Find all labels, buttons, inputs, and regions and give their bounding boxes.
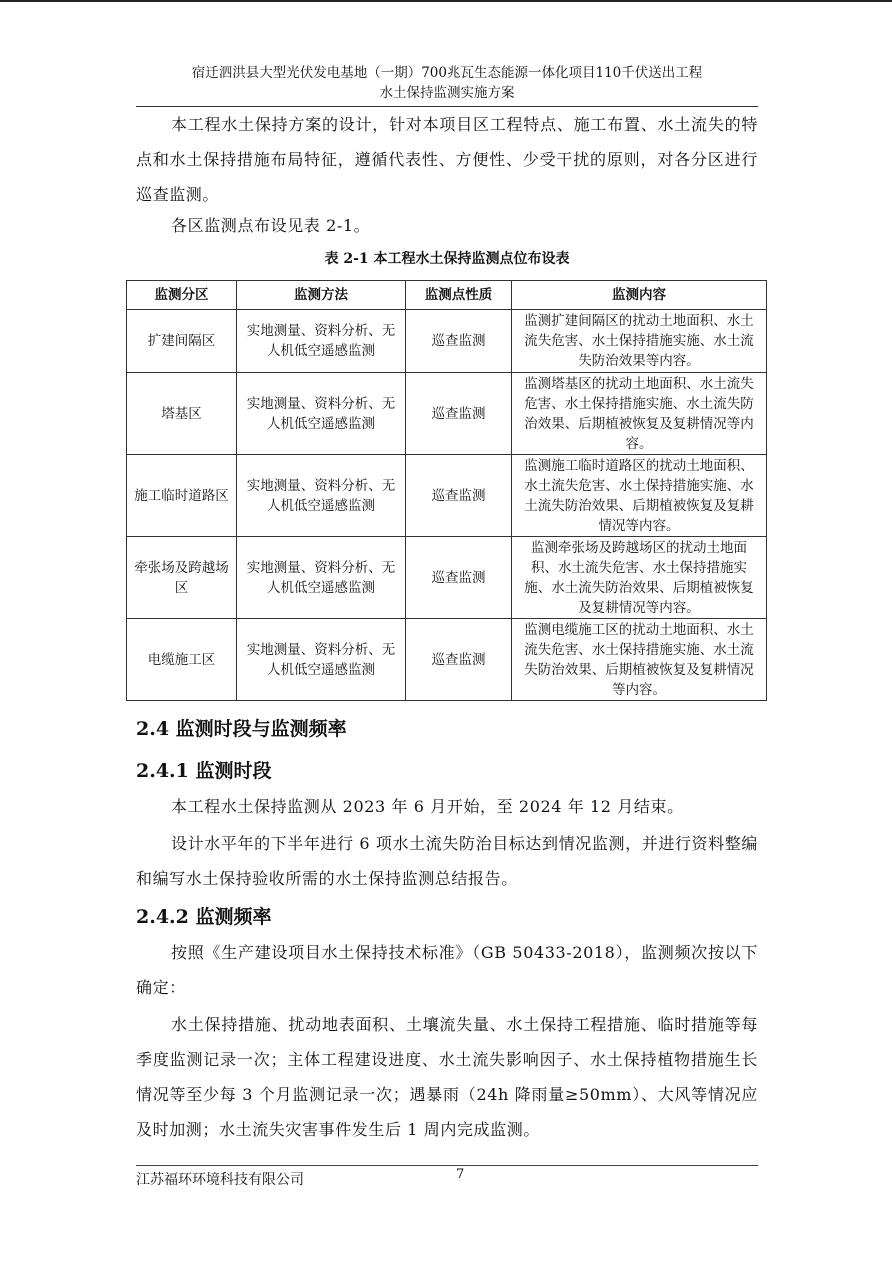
column-header-method: 监测方法 [237,281,406,310]
cell-method: 实地测量、资料分析、无人机低空遥感监测 [237,310,406,373]
cell-content: 监测牵张场及跨越场区的扰动土地面积、水土流失危害、水土保持措施实施、水土流失防治效果、后期植被恢复及复耕情况等内容。 [512,537,767,619]
cell-nature: 巡查监测 [406,310,512,373]
cell-zone: 牵张场及跨越场区 [127,537,237,619]
table-row [127,619,767,701]
cell-content: 监测塔基区的扰动土地面积、水土流失危害、水土保持措施实施、水土流失防治效果、后期植被恢复及复耕情况等内容。 [512,373,767,455]
cell-nature: 巡查监测 [406,537,512,619]
cell-nature: 巡查监测 [406,619,512,701]
page-top-border [0,0,892,2]
header-document-title: 水土保持监测实施方案 [379,85,515,101]
cell-content: 监测施工临时道路区的扰动土地面积、水土流失危害、水土保持措施实施、水土流失防治效果、后期植被恢复及复耕情况等内容。 [512,455,767,537]
page-number: 7 [456,1167,465,1182]
cell-zone: 塔基区 [127,373,237,455]
section-heading-2-4: 2.4 监测时段与监测频率 [136,718,347,740]
intro-paragraph: 本工程水土保持方案的设计，针对本项目区工程特点、施工布置、水土流失的特点和水土保持措施布局特征，遵循代表性、方便性、少受干扰的原则，对各分区进行巡查监测。 [136,115,758,204]
column-header-zone: 监测分区 [127,281,237,310]
cell-content: 监测电缆施工区的扰动土地面积、水土流失危害、水土保持措施实施、水土流失防治效果、后期植被恢复及复耕情况等内容。 [512,619,767,701]
table-row [127,310,767,373]
column-header-content: 监测内容 [512,281,767,310]
cell-zone: 扩建间隔区 [127,310,237,373]
cell-method: 实地测量、资料分析、无人机低空遥感监测 [237,373,406,455]
table-caption: 表 2-1 本工程水土保持监测点位布设表 [324,251,570,267]
section-heading-2-4-1: 2.4.1 监测时段 [136,760,272,782]
monitoring-points-table [126,280,767,701]
section-heading-2-4-2: 2.4.2 监测频率 [136,906,272,928]
monitoring-frequency-paragraph: 水土保持措施、扰动地表面积、土壤流失量、水土保持工程措施、临时措施等每季度监测记录一次；主体工程建设进度、水土流失影响因子、水土保持植物措施生长情况等至少每 3 个月监测记录一次；遇暴雨（24h 降雨量≥50mm）、大风等情况应及时加测；水土流失灾害事件发生后 1 周内完成监测。 [136,1015,758,1139]
cell-method: 实地测量、资料分析、无人机低空遥感监测 [237,455,406,537]
standard-reference-paragraph: 按照《生产建设项目水土保持技术标准》（GB 50433-2018），监测频次按以下确定： [136,943,758,997]
footer-company: 江苏福环环境科技有限公司 [136,1172,304,1188]
header-project-title: 宿迁泗洪县大型光伏发电基地（一期）700兆瓦生态能源一体化项目110千伏送出工程 [191,65,703,81]
table-row [127,537,767,619]
cell-zone: 电缆施工区 [127,619,237,701]
monitoring-target-paragraph: 设计水平年的下半年进行 6 项水土流失防治目标达到情况监测，并进行资料整编和编写水土保持验收所需的水土保持监测总结报告。 [136,834,758,888]
table-row [127,455,767,537]
document-header [136,63,758,103]
monitoring-period-paragraph: 本工程水土保持监测从 2023 年 6 月开始，至 2024 年 12 月结束。 [171,797,684,816]
cell-zone: 施工临时道路区 [127,455,237,537]
column-header-nature: 监测点性质 [406,281,512,310]
table-row [127,373,767,455]
table-reference-paragraph: 各区监测点布设见表 2-1。 [171,216,371,235]
cell-content: 监测扩建间隔区的扰动土地面积、水土流失危害、水土保持措施实施、水土流失防治效果等内容。 [512,310,767,373]
cell-nature: 巡查监测 [406,455,512,537]
footer-divider [136,1165,758,1166]
cell-nature: 巡查监测 [406,373,512,455]
cell-method: 实地测量、资料分析、无人机低空遥感监测 [237,537,406,619]
cell-method: 实地测量、资料分析、无人机低空遥感监测 [237,619,406,701]
table-header-row [127,281,767,310]
